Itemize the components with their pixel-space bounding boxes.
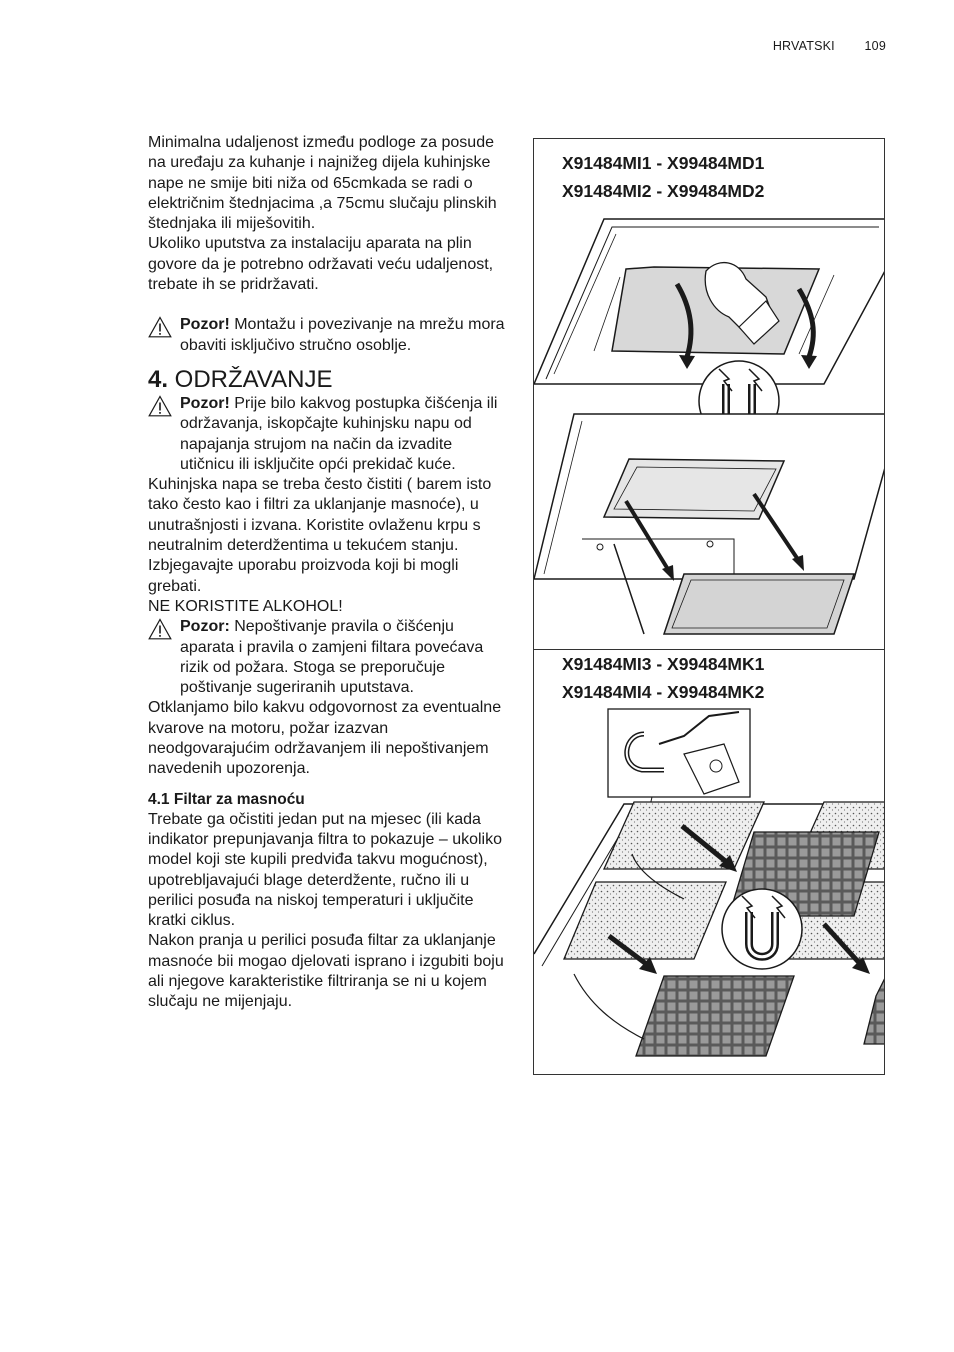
- section-number: 4.: [148, 365, 169, 393]
- warning-text: Prije bilo kakvog postupka čišćenja ili održavanja, iskopčajte kuhinjsku napu od napajanja strujom na način da izvadite utičnicu ili isključite opći prekidač kuće.: [180, 394, 498, 473]
- page-header: [773, 39, 886, 53]
- subsection-heading-grease-filter: 4.1 Filtar za masnoću: [148, 790, 305, 808]
- page-number: 109: [864, 39, 886, 53]
- model-code: X91484MI4 - X99484MK2: [562, 682, 765, 702]
- no-alcohol-paragraph: NE KORISTITE ALKOHOL!: [148, 597, 343, 615]
- warning-label: Pozor:: [180, 618, 230, 636]
- model-list-bottom: [562, 650, 764, 706]
- warning-label: Pozor!: [180, 394, 230, 412]
- warning-triangle-icon: [148, 316, 172, 338]
- warning-text: Nepoštivanje pravila o čišćenju aparata i pravila o zamjeni filtara povećava rizik od požara. Stoga se preporučuje poštivanje sugeriranih uputstava.: [180, 618, 484, 697]
- model-list-top: [562, 149, 764, 205]
- grease-filter-paragraph-2: Nakon pranja u perilici posuđa filtar za uklanjanje masnoće bii mogao djelovati isprano i izgubiti boju ali njegove karakteristike filtriranja se ni u kojem slučaju ne mijenjaju.: [148, 932, 504, 1011]
- filter-illustration-frame: [533, 138, 885, 1075]
- warning-fire-risk: [148, 617, 508, 698]
- section-title: ODRŽAVANJE: [168, 365, 333, 393]
- hood-filter-removal-illustration: [534, 209, 885, 649]
- cleaning-paragraph: Kuhinjska napa se treba često čistiti ( barem isto tako često kao i filtri za uklanjanje masnoće), u unutrašnjosti i izvana. Koristite ovlaženu krpu s neutralnim deterdžentima u tekućem stanju.: [148, 476, 492, 555]
- text-column: [148, 133, 508, 1013]
- language-label: HRVATSKI: [772, 39, 835, 53]
- grease-filter-paragraph-1: Trebate ga očistiti jedan put na mjesec (ili kada indikator prepunjavanja filtra to pokazuje – ukoliko model koji ste kupili predviđa takvu mogućnost), upotrebljavajući blage deterdžente, ručno ili u perilici posuđa na niskoj temperaturi i uključite kratki ciklus.: [148, 810, 502, 930]
- warning-triangle-icon: [148, 618, 172, 640]
- warning-label: Pozor!: [180, 316, 230, 334]
- warning-triangle-icon: [148, 395, 172, 417]
- intro-paragraph-2: Ukoliko uputstva za instalaciju aparata na plin govore da je potrebno održavati veću udaljenost, trebate ih se pridržavati.: [148, 235, 494, 294]
- intro-paragraph-1: Minimalna udaljenost između podloge za posude na uređaju za kuhanje i najnižeg dijela kuhinjske nape ne smije biti niža od 65cmkada se radi o električnim štednjacima ,a 75cmu slučaju plinskih štednjaka ili miješovitih.: [148, 134, 497, 233]
- model-code: X91484MI3 - X99484MK1: [562, 654, 765, 674]
- liability-paragraph: Otklanjamo bilo kakvu odgovornost za eventualne kvarove na motoru, požar izazvan neodgovarajućim održavanjem ili nepoštivanjem navedenih upozorenja.: [148, 699, 502, 778]
- warning-installation: [148, 315, 508, 356]
- model-code: X91484MI2 - X99484MD2: [562, 181, 765, 201]
- abrasive-paragraph: Izbjegavajte uporabu proizvoda koji bi mogli grebati.: [148, 557, 459, 595]
- section-heading-maintenance: [148, 366, 508, 394]
- warning-disconnect: [148, 394, 508, 475]
- warning-text: Montažu i povezivanje na mrežu mora obaviti isključivo stručno osoblje.: [180, 316, 505, 354]
- model-code: X91484MI1 - X99484MD1: [562, 153, 765, 173]
- carbon-filter-replacement-illustration: [534, 704, 885, 1075]
